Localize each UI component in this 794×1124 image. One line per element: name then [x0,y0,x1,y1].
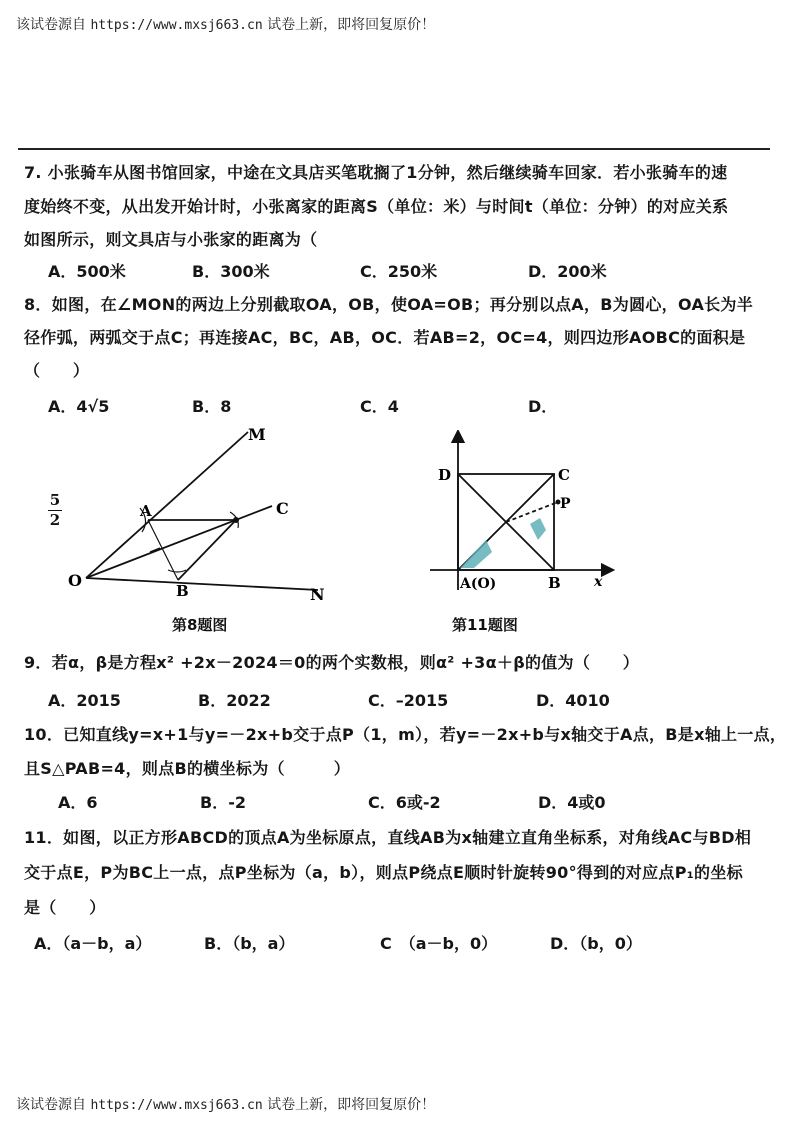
q10-line-1: 10．已知直线y=x+1与y=－2x+b交于点P（1，m），若y=－2x+b与x轴交于A点，B是x轴上一点， [24,725,787,744]
label-a: A [140,502,152,520]
fraction-denominator: 2 [49,511,61,529]
q7-option-a[interactable]: A．500米 [48,262,126,281]
q10-line-2: 且S△PAB=4，则点B的横坐标为（ ） [24,759,350,778]
q9-option-d[interactable]: D．4010 [536,691,610,710]
ray-on [86,578,318,590]
q7-option-d[interactable]: D．200米 [528,262,607,281]
segment-bc [178,520,236,580]
label-m: M [248,425,266,444]
q10-option-a[interactable]: A．6 [58,793,98,812]
q11-option-b[interactable]: B．（b，a） [204,934,295,953]
shaded-region-left [460,540,492,568]
arc-mark-b [168,570,186,572]
q11-option-d[interactable]: D．（b，0） [550,934,642,953]
header-url[interactable]: https://www.mxsj663.cn [90,18,263,33]
q8-option-a[interactable]: A．4√5 [48,397,110,416]
q8-line-1: 8．如图，在∠MON的两边上分别截取OA，OB，使OA=OB；再分别以点A，B为圆心，OA长为半 [24,295,754,314]
label-c: C [558,466,570,484]
q11-option-a[interactable]: A．（a－b，a） [34,934,152,953]
label-c: C [276,499,289,518]
segment-ab [148,520,178,580]
q7-line-2: 度始终不变，从出发开始计时，小张离家的距离S（单位：米）与时间t（单位：分钟）的对应关系 [24,197,729,216]
label-d: D [438,466,452,484]
figure-8-caption: 第8题图 [172,616,228,634]
q9-option-a[interactable]: A．2015 [48,691,121,710]
q7-option-c[interactable]: C．250米 [360,262,438,281]
q11-line-3: 是（ ） [24,898,106,917]
q11-line-1: 11．如图，以正方形ABCD的顶点A为坐标原点，直线AB为x轴建立直角坐标系，对角线AC与BD相 [24,828,752,847]
label-b: B [176,582,189,600]
page-header [16,14,435,34]
ray-om [86,432,248,578]
shaded-region-right [530,518,546,540]
label-a-o: A(O) [460,576,497,592]
q10-option-c[interactable]: C．6或-2 [368,793,441,812]
label-p: P [560,496,571,512]
ray-oc [86,506,272,578]
label-b: B [548,574,561,592]
q9-line-1: 9．若α，β是方程x² +2x－2024＝0的两个实数根，则α² +3α＋β的值为（ ） [24,653,640,672]
q8-line-2: 径作弧，两弧交于点C；再连接AC，BC，AB，OC．若AB=2，OC=4，则四边形AOBC的面积是 [24,328,746,347]
figure-11 [430,430,620,605]
q8-line-3: （ ） [24,361,90,380]
header-suffix: 试卷上新，即将回复原价！ [262,17,436,33]
figure-11-caption: 第11题图 [452,616,518,634]
q8-option-c[interactable]: C．4 [360,397,399,416]
point-c [233,517,239,523]
q9-option-b[interactable]: B．2022 [198,691,271,710]
q11-line-2: 交于点E，P为BC上一点，点P坐标为（a，b），则点P绕点E顺时针旋转90°得到的对应点P₁的坐标 [24,863,743,882]
footer-suffix: 试卷上新，即将回复原价！ [262,1097,436,1113]
q10-option-b[interactable]: B．-2 [200,793,246,812]
page-footer [16,1094,435,1114]
figure-8 [60,420,350,610]
q7-line-1: 7. 小张骑车从图书馆回家，中途在文具店买笔耽搁了1分钟，然后继续骑车回家．若小张骑车的速 [24,163,728,182]
footer-url[interactable]: https://www.mxsj663.cn [90,1098,263,1113]
label-o: O [68,571,82,590]
header-prefix: 该试卷源自 [16,17,91,33]
footer-prefix: 该试卷源自 [16,1097,91,1113]
q7-option-b[interactable]: B．300米 [192,262,270,281]
segment-ep [506,502,558,522]
label-n: N [310,585,325,604]
label-x: x [594,574,603,590]
q8-option-b[interactable]: B．8 [192,397,232,416]
q10-option-d[interactable]: D．4或0 [538,793,606,812]
q7-line-3: 如图所示，则文具店与小张家的距离为（ [24,230,318,249]
top-rule [18,148,770,150]
q9-option-c[interactable]: C．–2015 [368,691,449,710]
q8-option-d[interactable]: D． [528,397,558,416]
fraction-numerator: 5 [49,491,61,509]
q11-option-c[interactable]: C （a－b，0） [380,934,498,953]
